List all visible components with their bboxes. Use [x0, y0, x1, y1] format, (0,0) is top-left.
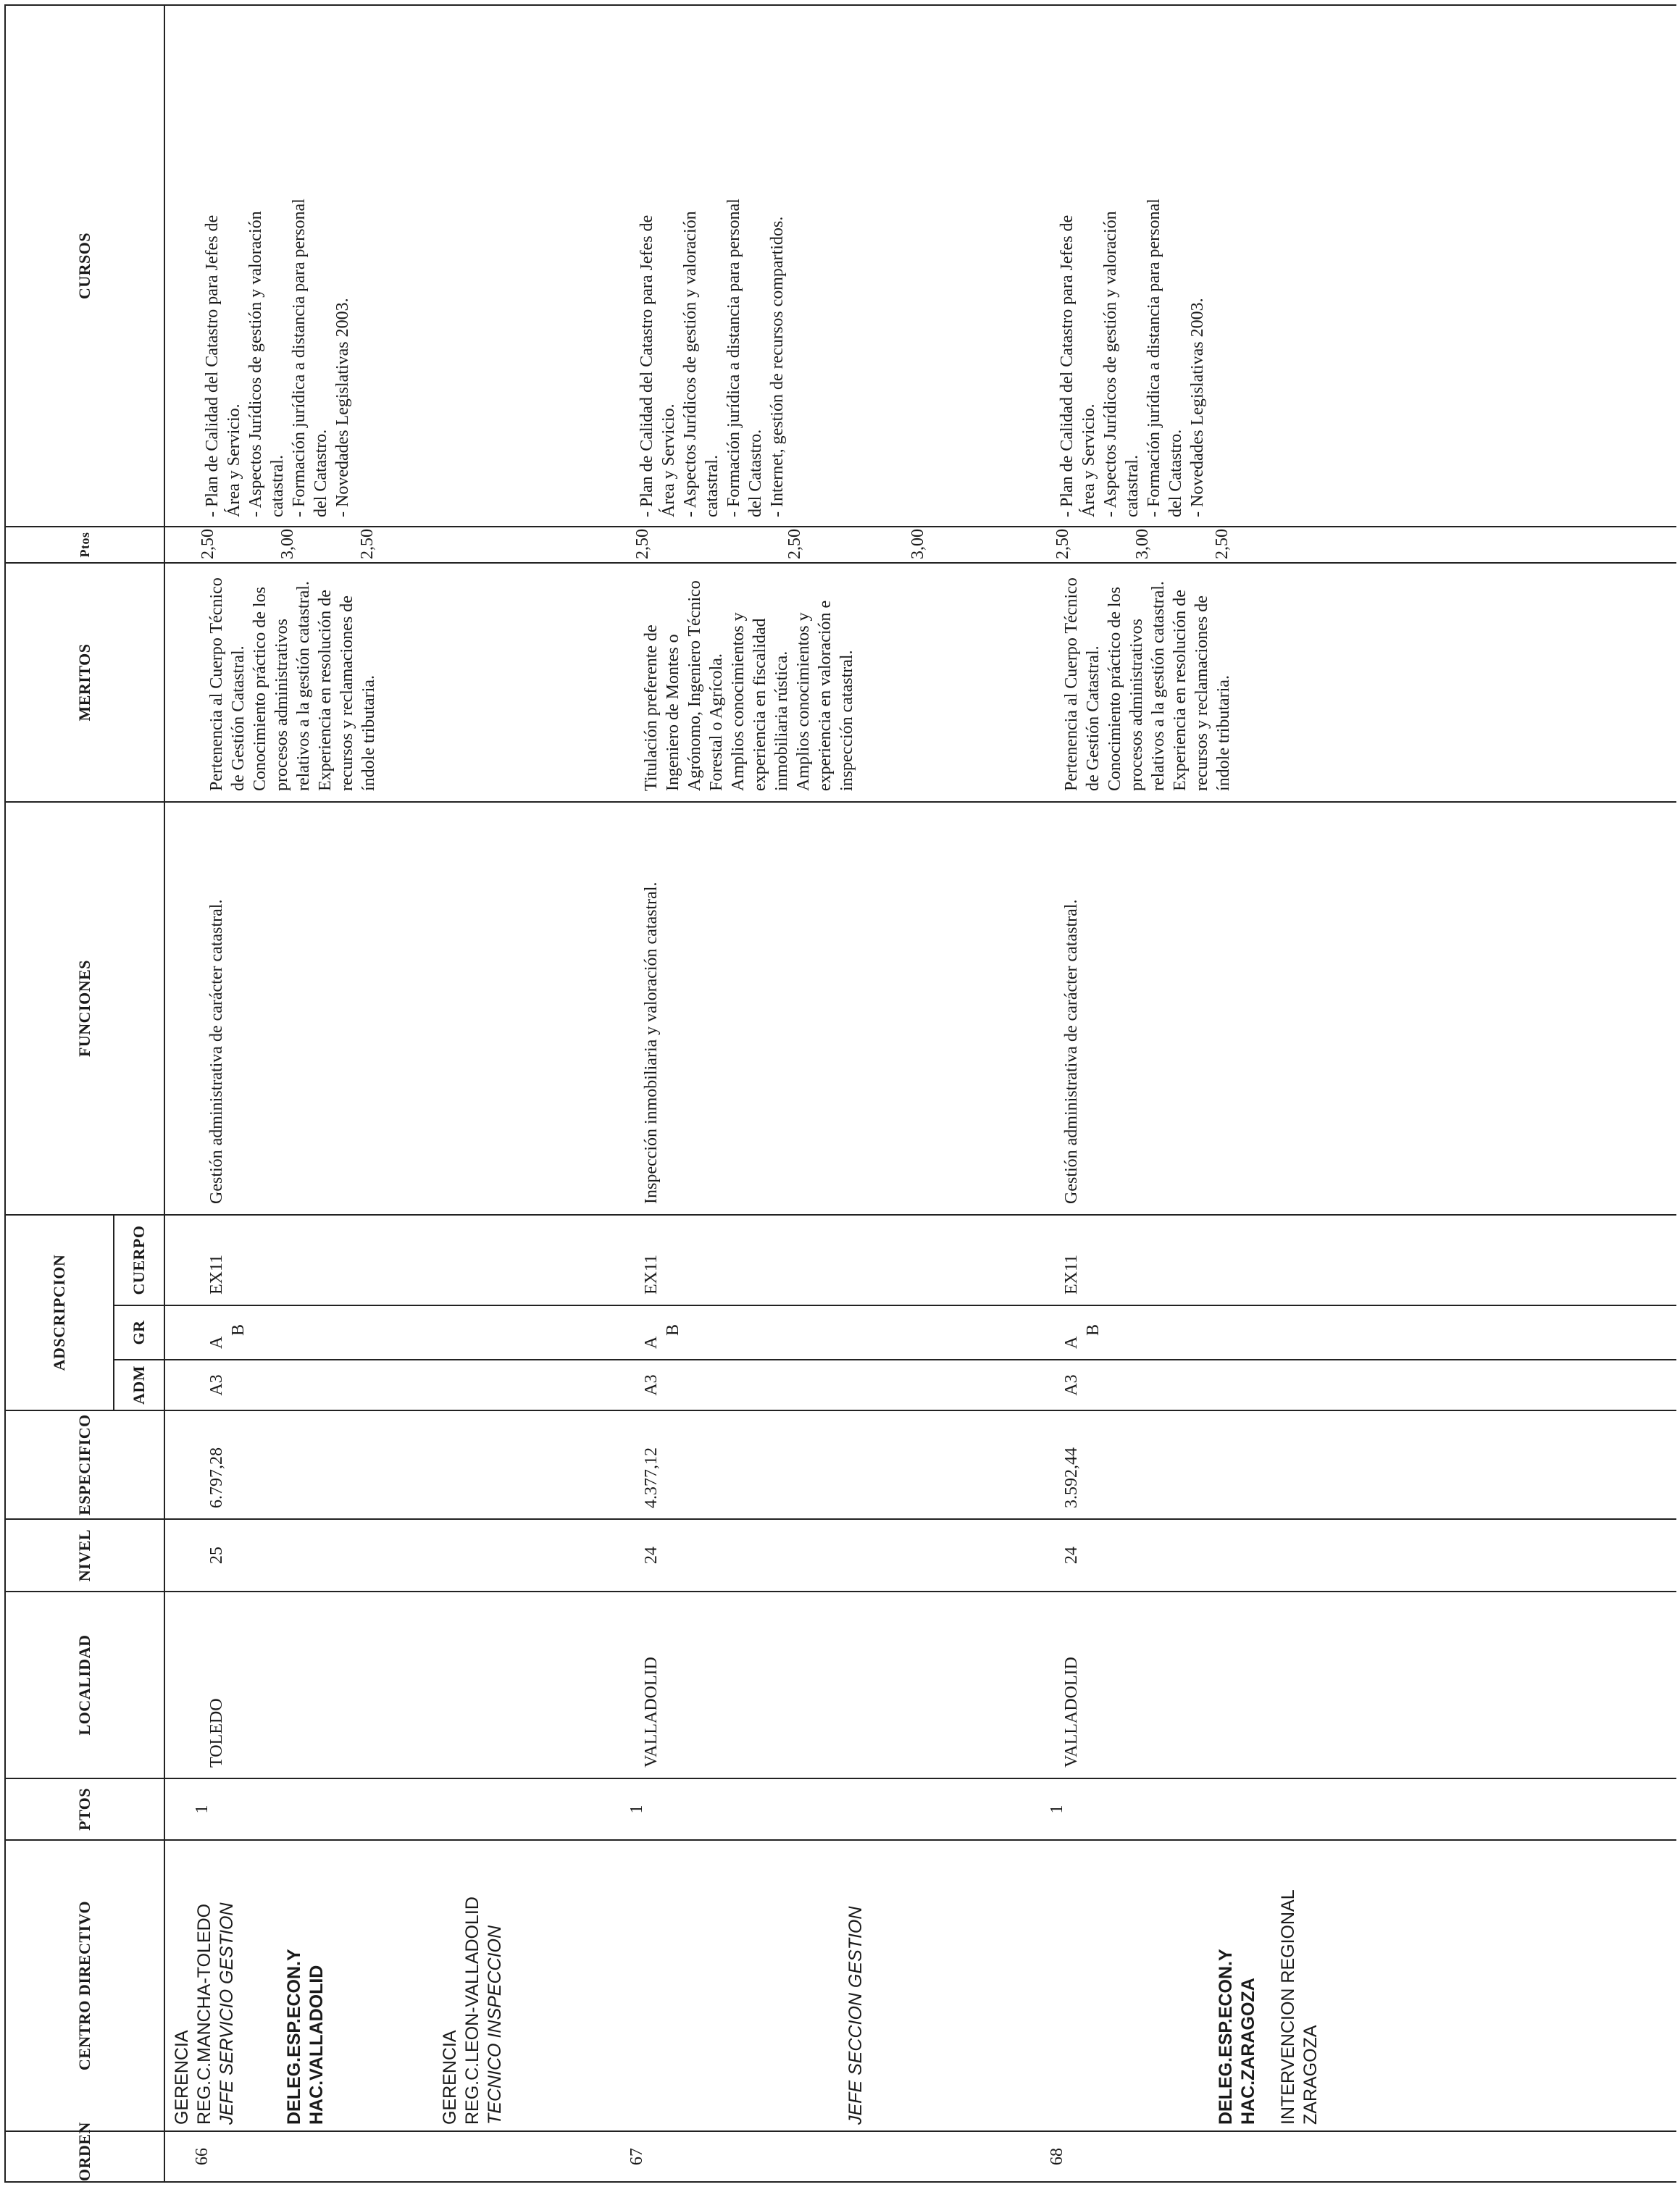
curso-item: - Plan de Calidad del Catastro para Jefes de Área y Servicio. — [1058, 214, 1098, 517]
merito-item: Amplios conocimientos y experiencia en valoración e inspección catastral. — [794, 600, 856, 791]
curso-item: - Formación jurídica a distancia para personal del Catastro. — [290, 198, 330, 517]
header-orden: ORDEN — [5, 2131, 164, 2182]
row-67-adm: A3 — [642, 1374, 661, 1396]
row-nivel-cell — [164, 1519, 1676, 1592]
row-68-ptos-meritos — [1052, 530, 1233, 559]
row-67-gr — [640, 1310, 1061, 1349]
merito-item: Pertenencia al Cuerpo Técnico de Gestión Catastral. — [1062, 577, 1103, 791]
centro-org-line: ZARAGOZA — [1300, 2025, 1321, 2125]
centro-org-line: GERENCIA — [172, 2030, 192, 2125]
row-localidad-cell — [164, 1592, 1676, 1778]
table-row — [164, 5, 1676, 2182]
pto-value: 3,00 — [1133, 529, 1152, 559]
row-68-orden: 68 — [1048, 2148, 1066, 2165]
gr-value: B — [664, 1324, 682, 1336]
row-centro-cell — [164, 1840, 1676, 2131]
puesto-title-67: TECNICO INSPECCION — [485, 1925, 505, 2125]
header-localidad: LOCALIDAD — [5, 1592, 164, 1778]
curso-item: - Formación jurídica a distancia para personal del Catastro. — [724, 198, 765, 517]
centro-org-line: REG.C.MANCHA-TOLEDO — [194, 1903, 214, 2125]
centro-directivo-column — [165, 1841, 1322, 2130]
row-funciones-cell — [164, 802, 1676, 1215]
gr-value: B — [229, 1324, 248, 1336]
header-ptos-meritos: Ptos — [5, 527, 164, 563]
row-68-nivel: 24 — [1062, 1547, 1081, 1564]
header-ptos: PTOS — [5, 1778, 164, 1840]
header-meritos: MERITOS — [5, 563, 164, 802]
row-67-especifico: 4.377,12 — [642, 1447, 661, 1508]
row-orden-cell — [164, 2131, 1676, 2182]
curso-item: - Internet, gestión de recursos compartidos. — [768, 216, 787, 517]
row-67-cursos — [636, 194, 1056, 517]
row-68-localidad: VALLADOLID — [1062, 1657, 1081, 1768]
row-66-especifico: 6.797,28 — [207, 1447, 226, 1508]
merito-item: Pertenencia al Cuerpo Técnico de Gestión Catastral. — [207, 577, 248, 791]
row-66-cursos — [201, 194, 636, 517]
row-66-orden: 66 — [193, 2148, 212, 2165]
row-67-localidad: VALLADOLID — [642, 1657, 661, 1768]
curso-item: - Aspectos Jurídicos de gestión y valoración catastral. — [681, 211, 722, 517]
row-68-especifico: 3.592,44 — [1062, 1447, 1081, 1508]
gr-value: B — [1084, 1324, 1103, 1336]
pto-value: 2,50 — [358, 529, 377, 559]
row-68-cuerpo: EX11 — [1062, 1254, 1081, 1295]
row-68-adm: A3 — [1062, 1374, 1081, 1396]
centro-org-line: GERENCIA — [440, 2030, 460, 2125]
row-67-meritos — [640, 569, 1061, 791]
curso-item: - Aspectos Jurídicos de gestión y valoración catastral. — [1101, 211, 1142, 517]
centro-org-line: INTERVENCION REGIONAL — [1278, 1889, 1298, 2125]
header-adm: ADM — [114, 1360, 164, 1410]
row-67-ptos-meritos — [632, 530, 1052, 559]
merito-item: Titulación preferente de Ingeniero de Montes o Agrónomo, Ingeniero Técnico Forestal o Agrícola. — [642, 580, 726, 791]
centro-org-line: REG.C.LEON-VALLADOLID — [462, 1897, 482, 2125]
pto-value: 3,00 — [908, 529, 927, 559]
row-66-nivel: 25 — [207, 1547, 226, 1564]
header-cuerpo: CUERPO — [114, 1215, 164, 1305]
row-especifico-cell — [164, 1410, 1676, 1519]
row-66-gr — [206, 1310, 640, 1349]
puestos-table — [4, 4, 1676, 2183]
puesto-title-68: JEFE SECCION GESTION — [845, 1906, 866, 2125]
row-66-funciones: Gestión administrativa de carácter catastral. — [207, 899, 226, 1204]
header-adscripcion: ADSCRIPCION — [5, 1215, 114, 1410]
row-67-funciones: Inspección inmobiliaria y valoración catastral. — [642, 882, 661, 1204]
merito-item: Amplios conocimientos y experiencia en fiscalidad inmobiliaria rústica. — [729, 612, 791, 791]
row-66-meritos — [206, 569, 640, 791]
row-meritos-cell — [164, 563, 1676, 802]
curso-item: - Formación jurídica a distancia para personal del Catastro. — [1145, 198, 1185, 517]
row-67-orden: 67 — [627, 2148, 646, 2165]
pto-value: 2,50 — [633, 529, 652, 559]
curso-item: - Novedades Legislativas 2003. — [1188, 298, 1207, 517]
row-68-funciones: Gestión administrativa de carácter catastral. — [1062, 899, 1081, 1204]
curso-item: - Plan de Calidad del Catastro para Jefes de Área y Servicio. — [203, 214, 243, 517]
row-67-ptos: 1 — [627, 1805, 646, 1814]
curso-item: - Novedades Legislativas 2003. — [333, 298, 352, 517]
merito-item: Experiencia en resolución de recursos y reclamaciones de índole tributaria. — [316, 590, 378, 791]
row-66-ptos: 1 — [193, 1805, 212, 1814]
deleg-heading: HAC.VALLADOLID — [306, 1965, 327, 2125]
pto-value: 2,50 — [198, 529, 217, 559]
deleg-heading: DELEG.ESP.ECON.Y — [284, 1949, 304, 2125]
row-67-nivel: 24 — [642, 1547, 661, 1564]
row-66-adm: A3 — [207, 1374, 226, 1396]
puesto-title-66: JEFE SERVICIO GESTION — [217, 1902, 237, 2125]
row-66-cuerpo: EX11 — [207, 1254, 226, 1295]
row-adm-cell — [164, 1360, 1676, 1410]
header-gr: GR — [114, 1305, 164, 1360]
row-68-ptos: 1 — [1048, 1805, 1066, 1814]
centro-block-67 — [439, 1848, 845, 2125]
header-especifico: ESPECIFICO — [5, 1410, 164, 1519]
centro-block-68 — [845, 1848, 1322, 2125]
deleg-heading: DELEG.ESP.ECON.Y — [1216, 1949, 1236, 2125]
row-66-localidad: TOLEDO — [207, 1698, 226, 1768]
row-cuerpo-cell — [164, 1215, 1676, 1305]
curso-item: - Plan de Calidad del Catastro para Jefes de Área y Servicio. — [638, 214, 678, 517]
gr-value: A — [1062, 1336, 1081, 1349]
gr-value: A — [642, 1336, 661, 1349]
row-68-meritos — [1061, 569, 1234, 791]
row-ptos-cell — [164, 1778, 1676, 1840]
row-ptos-meritos-cell — [164, 527, 1676, 563]
header-nivel: NIVEL — [5, 1519, 164, 1592]
row-68-gr — [1061, 1310, 1104, 1349]
pto-value: 2,50 — [1053, 529, 1072, 559]
row-68-cursos — [1056, 194, 1208, 517]
row-cursos-cell — [164, 5, 1676, 527]
pto-value: 2,50 — [1213, 529, 1232, 559]
pto-value: 2,50 — [785, 529, 804, 559]
header-cursos: CURSOS — [5, 5, 164, 527]
merito-item: Conocimiento práctico de los procesos administrativos relativos a la gestión catastral. — [251, 581, 313, 791]
row-66-ptos-meritos — [197, 530, 632, 559]
row-gr-cell — [164, 1305, 1676, 1360]
header-centro-directivo: CENTRO DIRECTIVO — [5, 1840, 164, 2131]
merito-item: Experiencia en resolución de recursos y reclamaciones de índole tributaria. — [1171, 590, 1233, 791]
deleg-heading: HAC.ZARAGOZA — [1238, 1978, 1258, 2125]
merito-item: Conocimiento práctico de los procesos administrativos relativos a la gestión catastral. — [1106, 581, 1168, 791]
curso-item: - Aspectos Jurídicos de gestión y valoración catastral. — [246, 211, 287, 517]
row-67-cuerpo: EX11 — [642, 1254, 661, 1295]
gr-value: A — [207, 1336, 226, 1349]
header-funciones: FUNCIONES — [5, 802, 164, 1215]
pto-value: 3,00 — [278, 529, 297, 559]
